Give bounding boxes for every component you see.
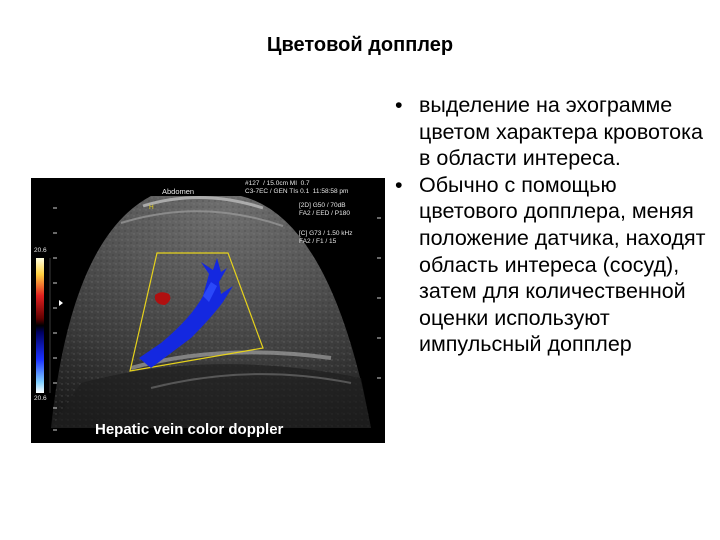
preset-label: Abdomen (162, 187, 195, 196)
info-line-5: [C] G73 / 1.50 kHz (299, 230, 353, 237)
focus-marker: H (149, 204, 154, 211)
info-line-1: #127 / 15.0cm MI 0.7 (245, 180, 310, 187)
info-line-3: [2D] G50 / 70dB (299, 202, 346, 209)
scale-bottom-value: 20.6 (34, 395, 47, 402)
scale-top-value: 20.6 (34, 247, 47, 254)
color-scale-bar (36, 258, 44, 393)
bullet-item: • выделение на эхограмме цветом характера кровотока в области интереса. (395, 92, 715, 172)
bullet-list (395, 92, 715, 358)
ultrasound-image (31, 178, 385, 443)
bullet-item: • Обычно с помощью цветового допплера, меняя положение датчика, находят область интереса (сосуд), затем для количественной оценки используют импульсный допплер (395, 172, 715, 358)
image-caption: Hepatic vein color doppler (95, 421, 284, 438)
info-line-2: C3-7EC / GEN TIs 0.1 11:58:58 pm (245, 188, 349, 195)
info-line-4: FA2 / EED / P180 (299, 210, 350, 217)
info-line-6: FA2 / F1 / 15 (299, 238, 337, 245)
slide-title: Цветовой допплер (266, 34, 454, 56)
